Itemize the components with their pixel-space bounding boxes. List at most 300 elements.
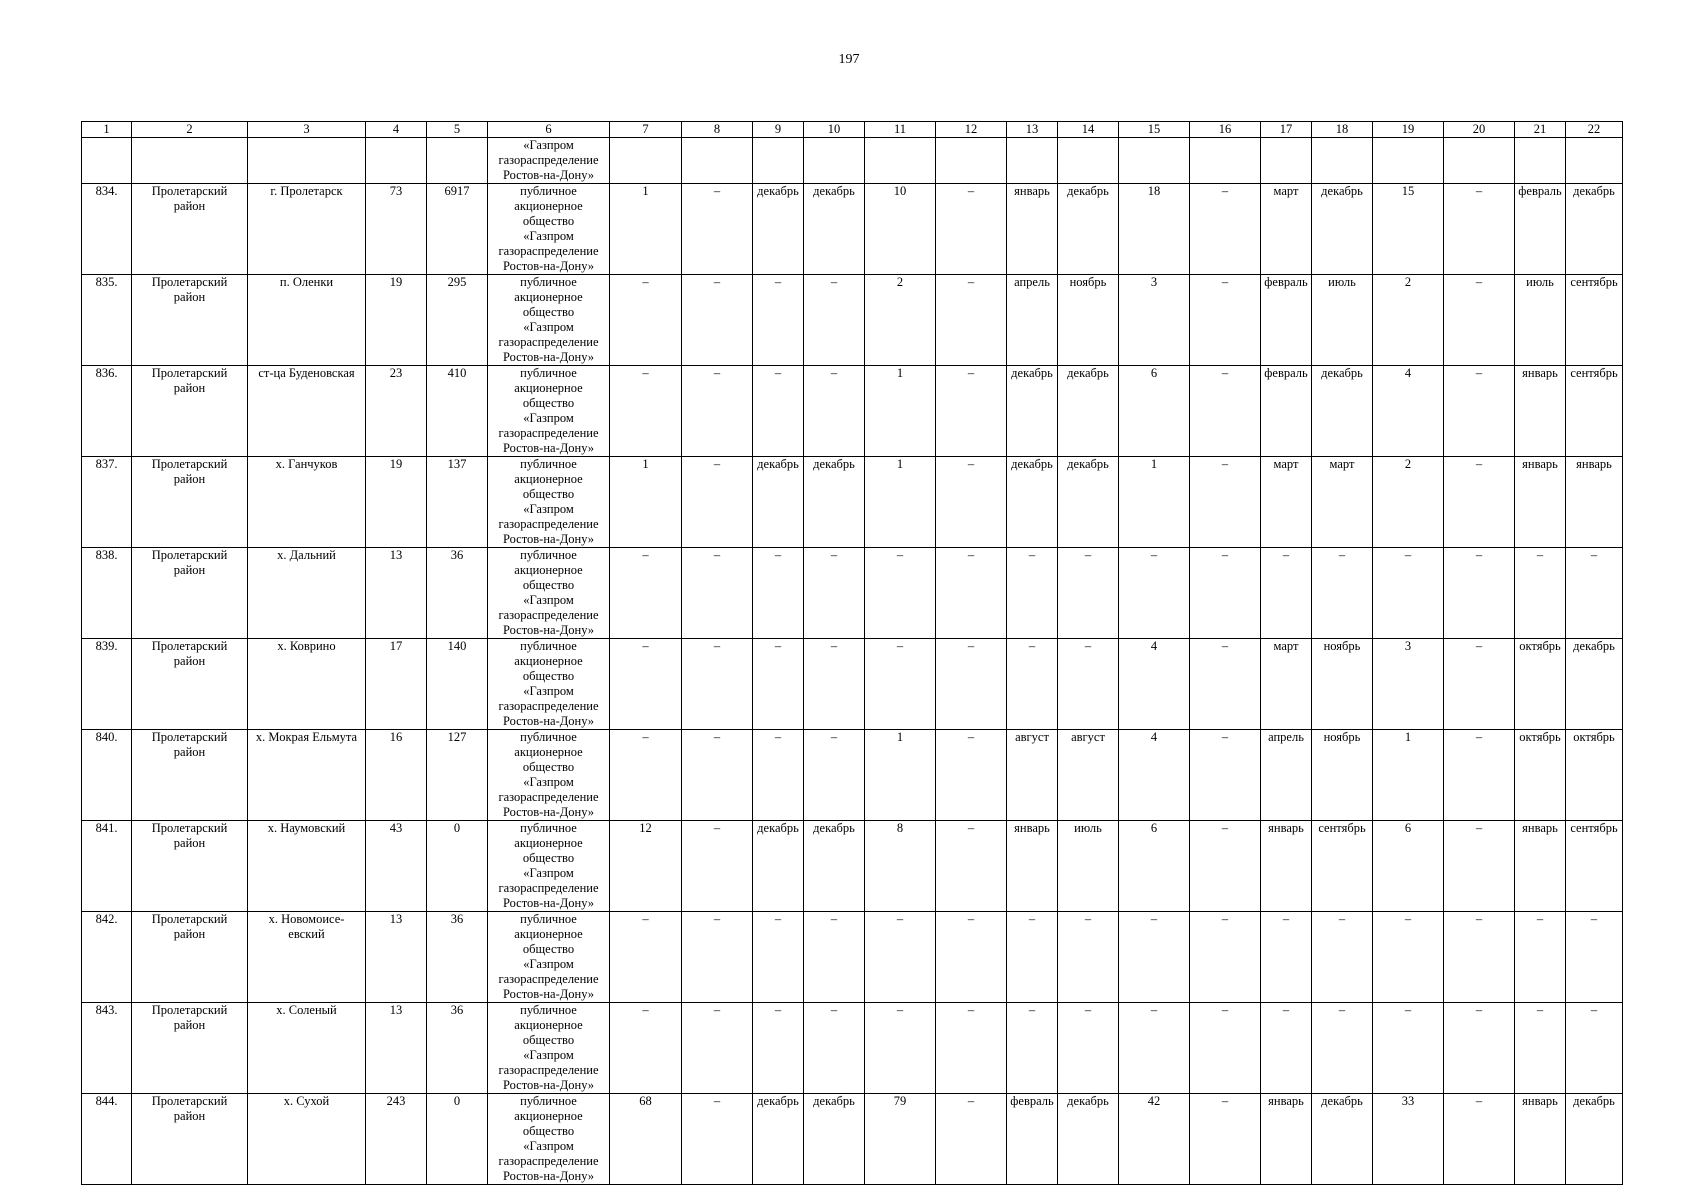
operator-cell	[488, 184, 610, 275]
value-cell-c19: 33	[1373, 1094, 1444, 1185]
column-number-header: 6	[488, 122, 610, 138]
locality-line: г. Пролетарск	[270, 184, 343, 198]
column-number-header: 15	[1119, 122, 1190, 138]
value-cell-c15: 4	[1119, 730, 1190, 821]
value-cell-c22: январь	[1566, 457, 1623, 548]
locality-cell	[248, 639, 366, 730]
operator-line: публичное	[520, 912, 577, 926]
value-cell-c9: –	[753, 912, 804, 1003]
value-cell-c8: –	[682, 912, 753, 1003]
operator-line: «Газпром	[523, 957, 574, 971]
value-cell-c13: август	[1007, 730, 1058, 821]
value-cell-c4: 13	[366, 912, 427, 1003]
value-cell-c17: январь	[1261, 1094, 1312, 1185]
operator-line: газораспределение	[498, 244, 599, 258]
column-number-header: 12	[936, 122, 1007, 138]
operator-line: общество	[522, 1033, 575, 1047]
district-line: Пролетарский	[151, 457, 228, 471]
operator-line: акционерное	[514, 745, 583, 759]
value-cell-c14: июль	[1058, 821, 1119, 912]
value-cell-c7: –	[610, 639, 682, 730]
column-number-header: 10	[804, 122, 865, 138]
operator-line: акционерное	[514, 1018, 583, 1032]
empty-cell	[804, 138, 865, 184]
operator-line: Ростов-на-Дону»	[502, 896, 595, 910]
value-cell-c21: январь	[1515, 457, 1566, 548]
value-cell-c4: 23	[366, 366, 427, 457]
value-cell-c7: 12	[610, 821, 682, 912]
row-number: 835.	[82, 275, 132, 366]
table-row	[82, 730, 1623, 821]
operator-line: Ростов-на-Дону»	[502, 350, 595, 364]
district-line: район	[173, 836, 206, 850]
value-cell-c4: 19	[366, 275, 427, 366]
value-cell-c11: 1	[865, 366, 936, 457]
column-number-header: 2	[132, 122, 248, 138]
value-cell-c11: 1	[865, 457, 936, 548]
value-cell-c15: –	[1119, 912, 1190, 1003]
district-line: район	[173, 654, 206, 668]
value-cell-c5: 140	[427, 639, 488, 730]
operator-cell	[488, 639, 610, 730]
value-cell-c19: 2	[1373, 457, 1444, 548]
value-cell-c5: 137	[427, 457, 488, 548]
value-cell-c14: декабрь	[1058, 366, 1119, 457]
value-cell-c18: –	[1312, 1003, 1373, 1094]
operator-line: акционерное	[514, 199, 583, 213]
empty-cell	[753, 138, 804, 184]
value-cell-c17: март	[1261, 639, 1312, 730]
empty-cell	[610, 138, 682, 184]
value-cell-c7: 1	[610, 184, 682, 275]
value-cell-c5: 36	[427, 548, 488, 639]
operator-line: общество	[522, 669, 575, 683]
value-cell-c18: ноябрь	[1312, 639, 1373, 730]
operator-line: публичное	[520, 275, 577, 289]
table-row	[82, 821, 1623, 912]
value-cell-c12: –	[936, 639, 1007, 730]
value-cell-c9: –	[753, 548, 804, 639]
value-cell-c18: –	[1312, 912, 1373, 1003]
locality-line: ст-ца Буденовская	[258, 366, 355, 380]
value-cell-c19: –	[1373, 912, 1444, 1003]
value-cell-c14: –	[1058, 912, 1119, 1003]
value-cell-c8: –	[682, 639, 753, 730]
operator-line: публичное	[520, 639, 577, 653]
value-cell-c7: 68	[610, 1094, 682, 1185]
value-cell-c21: январь	[1515, 366, 1566, 457]
operator-line: газораспределение	[498, 608, 599, 622]
column-number-header: 22	[1566, 122, 1623, 138]
operator-line: «Газпром	[523, 684, 574, 698]
locality-cell	[248, 275, 366, 366]
value-cell-c4: 13	[366, 1003, 427, 1094]
locality-line: х. Дальний	[277, 548, 336, 562]
column-number-header: 17	[1261, 122, 1312, 138]
value-cell-c12: –	[936, 730, 1007, 821]
district-line: Пролетарский	[151, 1003, 228, 1017]
locality-line: х. Коврино	[277, 639, 336, 653]
value-cell-c18: ноябрь	[1312, 730, 1373, 821]
operator-line: газораспределение	[498, 517, 599, 531]
locality-cell	[248, 1094, 366, 1185]
value-cell-c5: 6917	[427, 184, 488, 275]
value-cell-c22: октябрь	[1566, 730, 1623, 821]
row-number: 842.	[82, 912, 132, 1003]
value-cell-c13: декабрь	[1007, 366, 1058, 457]
value-cell-c11: 79	[865, 1094, 936, 1185]
locality-line: х. Ганчуков	[275, 457, 338, 471]
value-cell-c16: –	[1190, 639, 1261, 730]
operator-line: акционерное	[514, 290, 583, 304]
locality-cell	[248, 821, 366, 912]
value-cell-c18: июль	[1312, 275, 1373, 366]
value-cell-c9: –	[753, 639, 804, 730]
operator-line: акционерное	[514, 1109, 583, 1123]
value-cell-c4: 19	[366, 457, 427, 548]
value-cell-c17: –	[1261, 912, 1312, 1003]
value-cell-c17: март	[1261, 457, 1312, 548]
value-cell-c20: –	[1444, 1094, 1515, 1185]
value-cell-c13: –	[1007, 639, 1058, 730]
value-cell-c12: –	[936, 1094, 1007, 1185]
operator-cell	[488, 730, 610, 821]
column-number-header: 19	[1373, 122, 1444, 138]
value-cell-c21: февраль	[1515, 184, 1566, 275]
row-number: 836.	[82, 366, 132, 457]
value-cell-c21: январь	[1515, 1094, 1566, 1185]
value-cell-c12: –	[936, 821, 1007, 912]
district-cell	[132, 275, 248, 366]
operator-cell	[488, 457, 610, 548]
value-cell-c22: –	[1566, 912, 1623, 1003]
value-cell-c20: –	[1444, 457, 1515, 548]
operator-line: газораспределение	[498, 1063, 599, 1077]
locality-line: х. Мокрая Ельмута	[255, 730, 358, 744]
operator-cell	[488, 366, 610, 457]
value-cell-c20: –	[1444, 639, 1515, 730]
column-number-header: 20	[1444, 122, 1515, 138]
value-cell-c20: –	[1444, 548, 1515, 639]
empty-cell	[82, 138, 132, 184]
value-cell-c10: –	[804, 1003, 865, 1094]
operator-line: общество	[522, 942, 575, 956]
value-cell-c8: –	[682, 1003, 753, 1094]
operator-cell	[488, 138, 610, 184]
value-cell-c8: –	[682, 457, 753, 548]
value-cell-c9: –	[753, 366, 804, 457]
empty-cell	[132, 138, 248, 184]
table-row	[82, 275, 1623, 366]
value-cell-c10: –	[804, 912, 865, 1003]
operator-line: публичное	[520, 730, 577, 744]
operator-line: акционерное	[514, 472, 583, 486]
table-body	[82, 138, 1623, 1185]
district-cell	[132, 639, 248, 730]
value-cell-c13: апрель	[1007, 275, 1058, 366]
value-cell-c10: –	[804, 639, 865, 730]
district-cell	[132, 366, 248, 457]
value-cell-c5: 410	[427, 366, 488, 457]
value-cell-c16: –	[1190, 1094, 1261, 1185]
value-cell-c9: –	[753, 1003, 804, 1094]
district-line: Пролетарский	[151, 730, 228, 744]
value-cell-c15: –	[1119, 1003, 1190, 1094]
value-cell-c21: январь	[1515, 821, 1566, 912]
district-cell	[132, 821, 248, 912]
value-cell-c21: октябрь	[1515, 730, 1566, 821]
value-cell-c16: –	[1190, 912, 1261, 1003]
value-cell-c14: –	[1058, 548, 1119, 639]
locality-cell	[248, 730, 366, 821]
page-number: 197	[838, 52, 860, 67]
district-line: Пролетарский	[151, 912, 228, 926]
value-cell-c19: 1	[1373, 730, 1444, 821]
column-number-header: 21	[1515, 122, 1566, 138]
table-row	[82, 1003, 1623, 1094]
column-number-header: 18	[1312, 122, 1373, 138]
value-cell-c15: 6	[1119, 366, 1190, 457]
value-cell-c16: –	[1190, 275, 1261, 366]
value-cell-c9: декабрь	[753, 457, 804, 548]
value-cell-c15: –	[1119, 548, 1190, 639]
value-cell-c20: –	[1444, 184, 1515, 275]
operator-line: публичное	[520, 548, 577, 562]
value-cell-c15: 4	[1119, 639, 1190, 730]
value-cell-c11: –	[865, 548, 936, 639]
operator-line: акционерное	[514, 654, 583, 668]
value-cell-c7: –	[610, 366, 682, 457]
value-cell-c19: 3	[1373, 639, 1444, 730]
table-row	[82, 548, 1623, 639]
value-cell-c5: 36	[427, 912, 488, 1003]
operator-line: акционерное	[514, 836, 583, 850]
operator-cell	[488, 821, 610, 912]
operator-cell	[488, 1094, 610, 1185]
district-line: Пролетарский	[151, 639, 228, 653]
value-cell-c13: –	[1007, 1003, 1058, 1094]
value-cell-c14: ноябрь	[1058, 275, 1119, 366]
value-cell-c9: декабрь	[753, 1094, 804, 1185]
value-cell-c16: –	[1190, 366, 1261, 457]
locality-cell	[248, 1003, 366, 1094]
value-cell-c14: –	[1058, 1003, 1119, 1094]
value-cell-c16: –	[1190, 184, 1261, 275]
column-number-header: 11	[865, 122, 936, 138]
value-cell-c5: 0	[427, 821, 488, 912]
locality-cell	[248, 548, 366, 639]
value-cell-c8: –	[682, 275, 753, 366]
value-cell-c11: –	[865, 912, 936, 1003]
operator-line: общество	[522, 214, 575, 228]
value-cell-c4: 13	[366, 548, 427, 639]
operator-line: «Газпром	[523, 1048, 574, 1062]
row-number: 840.	[82, 730, 132, 821]
empty-cell	[1312, 138, 1373, 184]
district-line: Пролетарский	[151, 366, 228, 380]
value-cell-c12: –	[936, 548, 1007, 639]
schedule-table	[81, 121, 1623, 1185]
value-cell-c22: сентябрь	[1566, 366, 1623, 457]
operator-line: «Газпром	[523, 866, 574, 880]
table-row	[82, 184, 1623, 275]
row-number: 843.	[82, 1003, 132, 1094]
value-cell-c11: 1	[865, 730, 936, 821]
value-cell-c18: сентябрь	[1312, 821, 1373, 912]
table-row	[82, 639, 1623, 730]
district-line: Пролетарский	[151, 275, 228, 289]
value-cell-c15: 42	[1119, 1094, 1190, 1185]
column-number-row	[82, 122, 1623, 138]
locality-cell	[248, 366, 366, 457]
operator-line: публичное	[520, 1094, 577, 1108]
empty-cell	[1566, 138, 1623, 184]
value-cell-c12: –	[936, 366, 1007, 457]
empty-cell	[248, 138, 366, 184]
value-cell-c17: март	[1261, 184, 1312, 275]
operator-line: публичное	[520, 457, 577, 471]
column-number-header: 5	[427, 122, 488, 138]
row-number: 841.	[82, 821, 132, 912]
value-cell-c11: 10	[865, 184, 936, 275]
district-line: Пролетарский	[151, 821, 228, 835]
empty-cell	[366, 138, 427, 184]
column-number-header: 7	[610, 122, 682, 138]
value-cell-c5: 0	[427, 1094, 488, 1185]
value-cell-c7: –	[610, 275, 682, 366]
value-cell-c15: 3	[1119, 275, 1190, 366]
empty-cell	[1444, 138, 1515, 184]
operator-line: публичное	[520, 184, 577, 198]
district-cell	[132, 912, 248, 1003]
district-line: район	[173, 745, 206, 759]
value-cell-c4: 17	[366, 639, 427, 730]
empty-cell	[936, 138, 1007, 184]
value-cell-c22: сентябрь	[1566, 821, 1623, 912]
value-cell-c12: –	[936, 1003, 1007, 1094]
value-cell-c17: апрель	[1261, 730, 1312, 821]
value-cell-c22: декабрь	[1566, 639, 1623, 730]
value-cell-c19: 6	[1373, 821, 1444, 912]
value-cell-c7: –	[610, 912, 682, 1003]
value-cell-c17: февраль	[1261, 275, 1312, 366]
operator-line: газораспределение	[498, 426, 599, 440]
operator-line: акционерное	[514, 381, 583, 395]
value-cell-c22: –	[1566, 548, 1623, 639]
district-cell	[132, 184, 248, 275]
column-number-header: 8	[682, 122, 753, 138]
value-cell-c4: 243	[366, 1094, 427, 1185]
value-cell-c7: –	[610, 548, 682, 639]
operator-line: общество	[522, 305, 575, 319]
value-cell-c14: декабрь	[1058, 457, 1119, 548]
operator-line: газораспределение	[498, 699, 599, 713]
column-number-header: 16	[1190, 122, 1261, 138]
value-cell-c16: –	[1190, 457, 1261, 548]
district-cell	[132, 730, 248, 821]
value-cell-c20: –	[1444, 912, 1515, 1003]
value-cell-c22: сентябрь	[1566, 275, 1623, 366]
value-cell-c18: декабрь	[1312, 366, 1373, 457]
value-cell-c14: декабрь	[1058, 184, 1119, 275]
value-cell-c13: январь	[1007, 184, 1058, 275]
operator-line: газораспределение	[498, 335, 599, 349]
value-cell-c20: –	[1444, 1003, 1515, 1094]
operator-line: Ростов-на-Дону»	[502, 259, 595, 273]
value-cell-c10: декабрь	[804, 184, 865, 275]
value-cell-c7: –	[610, 1003, 682, 1094]
value-cell-c12: –	[936, 457, 1007, 548]
empty-cell	[1515, 138, 1566, 184]
value-cell-c19: –	[1373, 548, 1444, 639]
value-cell-c5: 295	[427, 275, 488, 366]
value-cell-c15: 1	[1119, 457, 1190, 548]
district-line: район	[173, 1018, 206, 1032]
value-cell-c18: –	[1312, 548, 1373, 639]
value-cell-c16: –	[1190, 1003, 1261, 1094]
row-number: 844.	[82, 1094, 132, 1185]
locality-line: п. Оленки	[279, 275, 334, 289]
empty-cell	[1261, 138, 1312, 184]
operator-cell	[488, 548, 610, 639]
value-cell-c7: 1	[610, 457, 682, 548]
operator-line: публичное	[520, 821, 577, 835]
district-line: Пролетарский	[151, 548, 228, 562]
operator-line: газораспределение	[498, 881, 599, 895]
value-cell-c21: июль	[1515, 275, 1566, 366]
column-number-header: 13	[1007, 122, 1058, 138]
operator-line: «Газпром	[523, 1139, 574, 1153]
value-cell-c19: –	[1373, 1003, 1444, 1094]
value-cell-c4: 16	[366, 730, 427, 821]
locality-cell	[248, 912, 366, 1003]
empty-cell	[1373, 138, 1444, 184]
value-cell-c20: –	[1444, 366, 1515, 457]
value-cell-c10: –	[804, 548, 865, 639]
district-line: район	[173, 290, 206, 304]
operator-line: «Газпром	[523, 411, 574, 425]
value-cell-c12: –	[936, 275, 1007, 366]
value-cell-c17: январь	[1261, 821, 1312, 912]
value-cell-c10: –	[804, 275, 865, 366]
operator-line: Ростов-на-Дону»	[502, 441, 595, 455]
district-line: район	[173, 199, 206, 213]
value-cell-c8: –	[682, 184, 753, 275]
value-cell-c10: декабрь	[804, 457, 865, 548]
value-cell-c7: –	[610, 730, 682, 821]
operator-line: «Газпром	[523, 229, 574, 243]
empty-cell	[1119, 138, 1190, 184]
value-cell-c19: 15	[1373, 184, 1444, 275]
operator-cell	[488, 912, 610, 1003]
locality-line: х. Наумовский	[267, 821, 346, 835]
value-cell-c19: 4	[1373, 366, 1444, 457]
value-cell-c16: –	[1190, 548, 1261, 639]
value-cell-c9: –	[753, 730, 804, 821]
empty-cell	[1190, 138, 1261, 184]
district-line: Пролетарский	[151, 184, 228, 198]
value-cell-c13: декабрь	[1007, 457, 1058, 548]
operator-line: Ростов-на-Дону»	[502, 805, 595, 819]
value-cell-c10: –	[804, 366, 865, 457]
column-number-header: 14	[1058, 122, 1119, 138]
operator-line: газораспределение	[498, 972, 599, 986]
value-cell-c13: –	[1007, 548, 1058, 639]
operator-cell	[488, 275, 610, 366]
value-cell-c8: –	[682, 548, 753, 639]
operator-line: Ростов-на-Дону»	[502, 532, 595, 546]
operator-line: Ростов-на-Дону»	[502, 714, 595, 728]
